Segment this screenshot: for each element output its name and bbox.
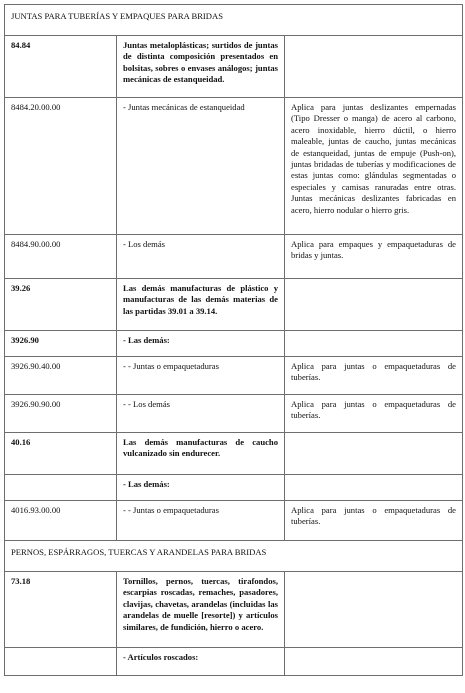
table-row bbox=[5, 572, 463, 648]
table-row bbox=[5, 357, 463, 395]
table-row bbox=[5, 235, 463, 279]
tariff-note bbox=[285, 648, 463, 676]
table-row bbox=[5, 433, 463, 475]
tariff-description: - Artículos roscados: bbox=[117, 648, 285, 676]
tariff-note bbox=[285, 475, 463, 501]
tariff-code: 8484.90.00.00 bbox=[5, 235, 117, 279]
tariff-code: 40.16 bbox=[5, 433, 117, 475]
tariff-code: 4016.93.00.00 bbox=[5, 501, 117, 541]
tariff-description: Las demás manufacturas de caucho vulcanizado sin endurecer. bbox=[117, 433, 285, 475]
tariff-description: - - Los demás bbox=[117, 395, 285, 433]
tariff-description: - - Juntas o empaquetaduras bbox=[117, 501, 285, 541]
tariff-code: 73.18 bbox=[5, 572, 117, 648]
table-row bbox=[5, 501, 463, 541]
table-row bbox=[5, 98, 463, 235]
section-header-row bbox=[5, 541, 463, 572]
section-title: JUNTAS PARA TUBERÍAS Y EMPAQUES PARA BRIDAS bbox=[5, 5, 463, 36]
tariff-description: - Las demás: bbox=[117, 475, 285, 501]
tariff-note: Aplica para juntas deslizantes empernadas (Tipo Dresser o manga) de acero al carbono, acero inoxidable, hierro dúctil, o hierro maleable, juntas de caucho, juntas mecánicas de estanqueidad, juntas de empuje (Push-on), juntas bridadas de tuberías y modificaciones de estas juntas como: glándulas segmentadas o especiales y camisas ranuradas entre otras. Juntas mecánicas deslizantes fabricadas en acero, hierro nodular o hierro gris. bbox=[285, 98, 463, 235]
tariff-description: Juntas metaloplásticas; surtidos de juntas de distinta composición presentados en bolsitas, sobres o envases análogos; juntas mecánicas de estanqueidad. bbox=[117, 36, 285, 98]
tariff-note bbox=[285, 331, 463, 357]
tariff-description: Tornillos, pernos, tuercas, tirafondos, escarpias roscadas, remaches, pasadores, clavijas, chavetas, arandelas (incluidas las arandelas de muelle [resorte]) y artículos similares, de fundición, hierro o acero. bbox=[117, 572, 285, 648]
tariff-note bbox=[285, 279, 463, 331]
tariff-note: Aplica para empaques y empaquetaduras de bridas y juntas. bbox=[285, 235, 463, 279]
section-header-row bbox=[5, 5, 463, 36]
tariff-note: Aplica para juntas o empaquetaduras de tuberías. bbox=[285, 357, 463, 395]
tariff-code bbox=[5, 475, 117, 501]
tariff-code: 3926.90.90.00 bbox=[5, 395, 117, 433]
table-row bbox=[5, 475, 463, 501]
tariff-description: Las demás manufacturas de plástico y manufacturas de las demás materias de las partidas 39.01 a 39.14. bbox=[117, 279, 285, 331]
tariff-note: Aplica para juntas o empaquetaduras de tuberías. bbox=[285, 395, 463, 433]
tariff-description: - - Juntas o empaquetaduras bbox=[117, 357, 285, 395]
tariff-code: 8484.20.00.00 bbox=[5, 98, 117, 235]
tariff-code: 39.26 bbox=[5, 279, 117, 331]
table-row bbox=[5, 648, 463, 676]
section-title: PERNOS, ESPÁRRAGOS, TUERCAS Y ARANDELAS PARA BRIDAS bbox=[5, 541, 463, 572]
table-row bbox=[5, 279, 463, 331]
tariff-note bbox=[285, 572, 463, 648]
table-row bbox=[5, 331, 463, 357]
table-row bbox=[5, 395, 463, 433]
tariff-description: - Los demás bbox=[117, 235, 285, 279]
tariff-code: 3926.90 bbox=[5, 331, 117, 357]
tariff-note bbox=[285, 433, 463, 475]
tariff-code: 3926.90.40.00 bbox=[5, 357, 117, 395]
tariff-code bbox=[5, 648, 117, 676]
tariff-table bbox=[4, 4, 463, 676]
tariff-note: Aplica para juntas o empaquetaduras de tuberías. bbox=[285, 501, 463, 541]
tariff-description: - Las demás: bbox=[117, 331, 285, 357]
tariff-document bbox=[4, 4, 462, 676]
tariff-description: - Juntas mecánicas de estanqueidad bbox=[117, 98, 285, 235]
table-row bbox=[5, 36, 463, 98]
tariff-note bbox=[285, 36, 463, 98]
tariff-code: 84.84 bbox=[5, 36, 117, 98]
